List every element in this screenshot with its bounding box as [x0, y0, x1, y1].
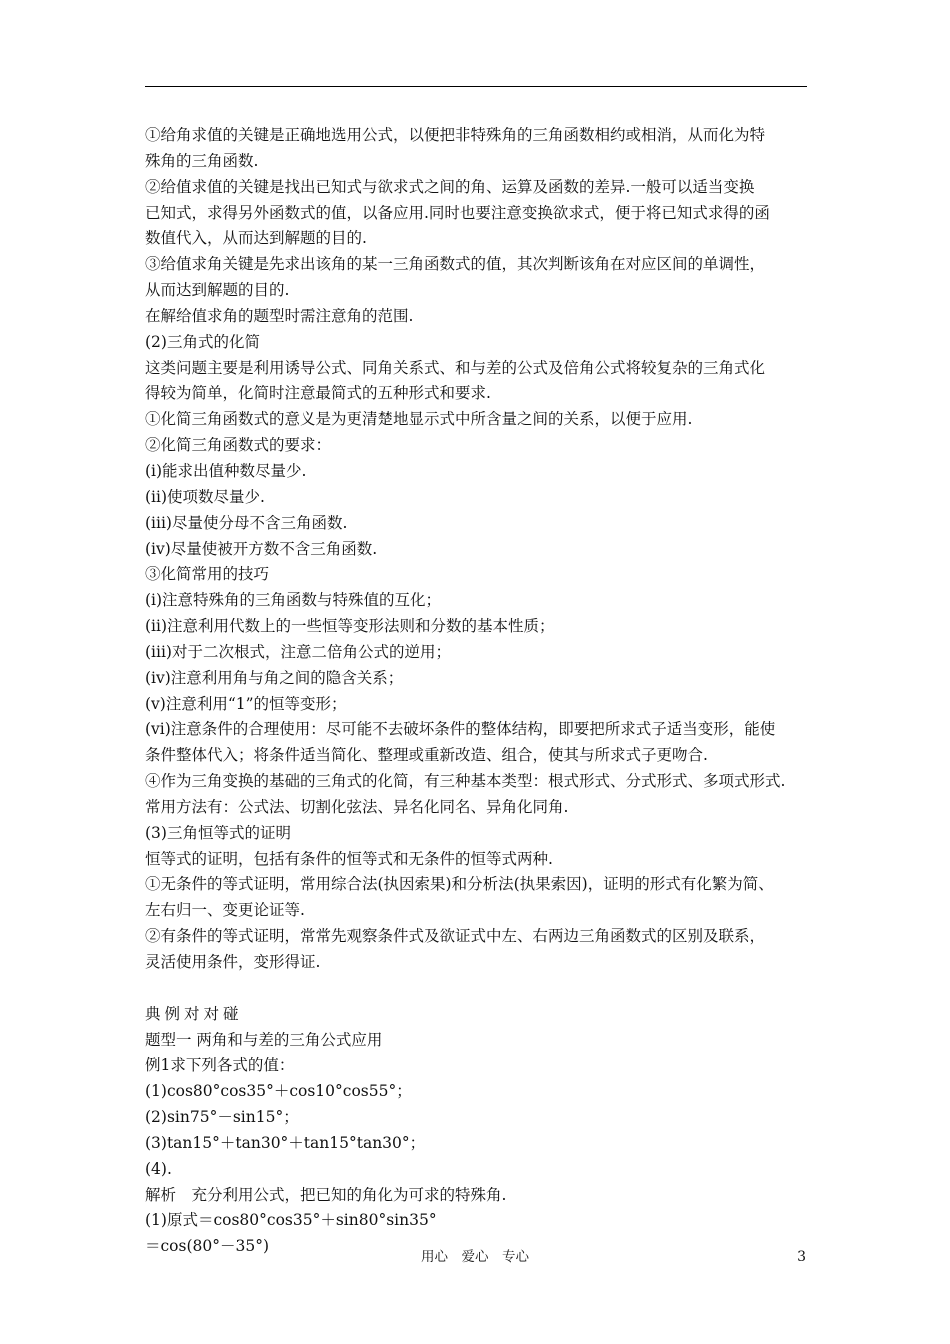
text-line: 这类问题主要是利用诱导公式、同角关系式、和与差的公式及倍角公式将较复杂的三角式化: [145, 358, 766, 377]
document-body: [145, 123, 813, 1260]
text-line: ②化简三角函数式的要求：: [145, 436, 332, 455]
text-line: ④作为三角变换的基础的三角式的化简，有三种基本类型：根式形式、分式形式、多项式形式.: [145, 772, 786, 791]
text-line: 左右归一、变更论证等.: [145, 901, 305, 920]
text-line: (iv)尽量使被开方数不含三角函数.: [145, 539, 378, 558]
formula-line: (4).: [145, 1159, 172, 1178]
text-line: ②有条件的等式证明，常常先观察条件式及欲证式中左、右两边三角函数式的区别及联系，: [145, 927, 766, 946]
example-title: 例1求下列各式的值：: [145, 1056, 295, 1075]
solution-intro: 解析 充分利用公式，把已知的角化为可求的特殊角.: [145, 1185, 507, 1204]
header-rule: [145, 86, 807, 87]
blank-line: [145, 976, 813, 1002]
text-line: ③化简常用的技巧: [145, 565, 270, 584]
text-line: ①化简三角函数式的意义是为更清楚地显示式中所含量之间的关系，以便于应用.: [145, 410, 693, 429]
text-line: 得较为简单，化简时注意最简式的五种形式和要求.: [145, 384, 491, 403]
text-line: (ⅱ)使项数尽量少.: [145, 487, 265, 506]
text-line: 条件整体代入；将条件适当简化、整理或重新改造、组合，使其与所求式子更吻合.: [145, 746, 708, 765]
text-line: 数值代入，从而达到解题的目的.: [145, 229, 367, 248]
text-line: (iii)尽量使分母不含三角函数.: [145, 513, 348, 532]
text-line: (ⅰ)能求出值种数尽量少.: [145, 461, 307, 480]
page-number: 3: [797, 1249, 806, 1265]
formula-line: (1)原式＝cos80°cos35°＋sin80°sin35°: [145, 1211, 437, 1230]
text-line: (vi)注意条件的合理使用：尽可能不去破坏条件的整体结构，即要把所求式子适当变形，能使: [145, 720, 776, 739]
formula-line: (1)cos80°cos35°＋cos10°cos55°；: [145, 1082, 412, 1101]
text-line: 常用方法有：公式法、切割化弦法、异名化同名、异角化同角.: [145, 797, 569, 816]
text-line: (ⅴ)注意利用“1”的恒等变形；: [145, 694, 347, 713]
text-line: 恒等式的证明，包括有条件的恒等式和无条件的恒等式两种.: [145, 849, 553, 868]
text-line: ③给值求角关键是先求出该角的某一三角函数式的值，其次判断该角在对应区间的单调性，: [145, 255, 766, 274]
problem-type-heading: 题型一 两角和与差的三角公式应用: [145, 1030, 383, 1049]
text-line: (iii)对于二次根式，注意二倍角公式的逆用；: [145, 642, 451, 661]
text-line: (ⅱ)注意利用代数上的一些恒等变形法则和分数的基本性质；: [145, 617, 555, 636]
formula-line: ＝cos(80°－35°): [145, 1237, 270, 1256]
text-line: 从而达到解题的目的.: [145, 281, 290, 300]
text-line: (ⅰ)注意特殊角的三角函数与特殊值的互化；: [145, 591, 442, 610]
footer-motto: 用心 爱心 专心: [421, 1249, 529, 1265]
section-heading: 典例对对碰: [145, 1004, 243, 1023]
text-line: 在解给值求角的题型时需注意角的范围.: [145, 306, 414, 325]
subsection-heading: (2)三角式的化简: [145, 332, 260, 351]
text-line: 殊角的三角函数.: [145, 151, 259, 170]
text-line: ①给角求值的关键是正确地选用公式，以便把非特殊角的三角函数相约或相消，从而化为特: [145, 126, 766, 144]
text-line: 灵活使用条件，变形得证.: [145, 953, 321, 971]
formula-line: (2)sin75°－sin15°；: [145, 1108, 299, 1127]
subsection-heading: (3)三角恒等式的证明: [145, 823, 291, 842]
text-line: ②给值求值的关键是找出已知式与欲求式之间的角、运算及函数的差异.一般可以适当变换: [145, 177, 755, 196]
text-line: 已知式，求得另外函数式的值，以备应用.同时也要注意变换欲求式，便于将已知式求得的函: [145, 203, 770, 222]
formula-line: (3)tan15°＋tan30°＋tan15°tan30°；: [145, 1133, 426, 1152]
text-line: (iv)注意利用角与角之间的隐含关系；: [145, 668, 404, 687]
text-line: ①无条件的等式证明，常用综合法(执因索果)和分析法(执果索因)，证明的形式有化繁为简、: [145, 875, 774, 894]
